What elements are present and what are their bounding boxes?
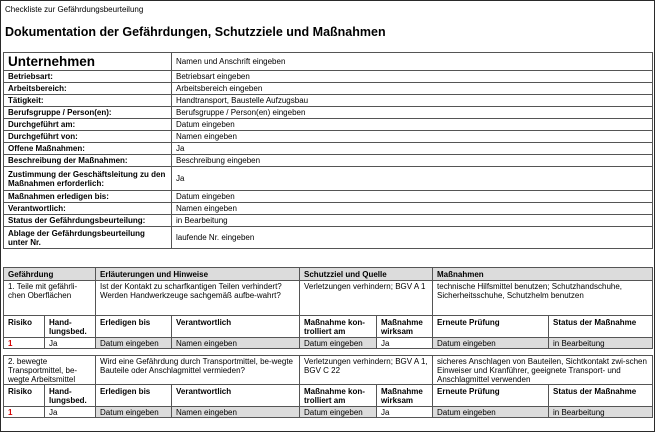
header-goal: Schutzziel und Quelle xyxy=(300,268,433,281)
risk-value[interactable]: 1 xyxy=(4,407,45,418)
header-hazard: Gefährdung xyxy=(4,268,96,281)
field-value[interactable]: Berufsgruppe / Person(en) eingeben xyxy=(172,107,653,119)
field-label: Arbeitsbereich: xyxy=(4,83,172,95)
header-notes: Erläuterungen und Hinweise xyxy=(96,268,300,281)
responsible-value[interactable]: Namen eingeben xyxy=(172,407,300,418)
measure-values-row xyxy=(4,338,653,349)
effective-value[interactable]: Ja xyxy=(377,338,433,349)
subheader-recheck: Erneute Prüfung xyxy=(433,385,549,407)
subheader-recheck: Erneute Prüfung xyxy=(433,316,549,338)
subheader-risk: Risiko xyxy=(4,316,45,338)
hazard-header-row xyxy=(4,268,653,281)
subheader-checked-on: Maßnahme kon-trolliert am xyxy=(300,385,377,407)
subheader-status: Status der Maßnahme xyxy=(549,385,653,407)
field-row xyxy=(4,167,653,191)
field-row xyxy=(4,83,653,95)
subheader-action-needed: Hand-lungsbed. xyxy=(45,385,96,407)
field-value[interactable]: Arbeitsbereich eingeben xyxy=(172,83,653,95)
field-label: Betriebsart: xyxy=(4,71,172,83)
header-measures: Maßnahmen xyxy=(433,268,653,281)
field-value[interactable]: Ja xyxy=(172,143,653,155)
action-needed-value[interactable]: Ja xyxy=(45,338,96,349)
field-value[interactable]: Betriebsart eingeben xyxy=(172,71,653,83)
status-value[interactable]: in Bearbeitung xyxy=(549,407,653,418)
field-value[interactable]: laufende Nr. eingeben xyxy=(172,227,653,249)
subheader-due-date: Erledigen bis xyxy=(96,385,172,407)
subheader-status: Status der Maßnahme xyxy=(549,316,653,338)
field-value[interactable]: Beschreibung eingeben xyxy=(172,155,653,167)
field-row xyxy=(4,107,653,119)
subheader-responsible: Verantwortlich xyxy=(172,316,300,338)
hazard-description: 2. bewegte Transportmittel, be-wegte Arbeitsmittel xyxy=(4,356,96,385)
company-row xyxy=(4,53,653,71)
hazard-row xyxy=(4,356,653,385)
measure-values-row xyxy=(4,407,653,418)
field-row xyxy=(4,203,653,215)
subheader-action-needed: Hand-lungsbed. xyxy=(45,316,96,338)
recheck-value[interactable]: Datum eingeben xyxy=(433,338,549,349)
field-row xyxy=(4,131,653,143)
field-row xyxy=(4,143,653,155)
action-needed-value[interactable]: Ja xyxy=(45,407,96,418)
measure-subheader-row xyxy=(4,385,653,407)
hazard-description: 1. Teile mit gefährli-chen Oberflächen xyxy=(4,281,96,316)
status-value[interactable]: in Bearbeitung xyxy=(549,338,653,349)
field-row xyxy=(4,95,653,107)
subheader-risk: Risiko xyxy=(4,385,45,407)
field-label: Offene Maßnahmen: xyxy=(4,143,172,155)
field-row xyxy=(4,227,653,249)
responsible-value[interactable]: Namen eingeben xyxy=(172,338,300,349)
row-spacer xyxy=(4,349,653,356)
field-label: Tätigkeit: xyxy=(4,95,172,107)
company-value[interactable]: Namen und Anschrift eingeben xyxy=(172,53,653,71)
document-title: Dokumentation der Gefährdungen, Schutzziele und Maßnahmen xyxy=(5,25,386,39)
field-label: Berufsgruppe / Person(en): xyxy=(4,107,172,119)
subheader-effective: Maßnahme wirksam xyxy=(377,385,433,407)
field-label: Beschreibung der Maßnahmen: xyxy=(4,155,172,167)
hazard-row xyxy=(4,281,653,316)
field-row xyxy=(4,155,653,167)
field-value[interactable]: Namen eingeben xyxy=(172,203,653,215)
subheader-responsible: Verantwortlich xyxy=(172,385,300,407)
subheader-checked-on: Maßnahme kon-trolliert am xyxy=(300,316,377,338)
subheader-due-date: Erledigen bis xyxy=(96,316,172,338)
field-value[interactable]: Datum eingeben xyxy=(172,119,653,131)
checklist-title: Checkliste zur Gefährdungsbeurteilung xyxy=(5,5,144,14)
field-label: Ablage der Gefährdungsbeurteilung unter Nr. xyxy=(4,227,172,249)
effective-value[interactable]: Ja xyxy=(377,407,433,418)
field-value[interactable]: Handtransport, Baustelle Aufzugsbau xyxy=(172,95,653,107)
field-label: Status der Gefährdungsbeurteilung: xyxy=(4,215,172,227)
hazard-goal: Verletzungen verhindern; BGV A 1, BGV C 22 xyxy=(300,356,433,385)
checked-on-value[interactable]: Datum eingeben xyxy=(300,407,377,418)
hazard-notes: Ist der Kontakt zu scharfkantigen Teilen verhindert? Werden Handwerkzeuge sachgemäß aufbe-wahrt? xyxy=(96,281,300,316)
recheck-value[interactable]: Datum eingeben xyxy=(433,407,549,418)
field-label: Durchgeführt von: xyxy=(4,131,172,143)
hazard-notes: Wird eine Gefährdung durch Transportmittel, be-wegte Bauteile oder Anschlagmittel vermieden? xyxy=(96,356,300,385)
subheader-effective: Maßnahme wirksam xyxy=(377,316,433,338)
due-date-value[interactable]: Datum eingeben xyxy=(96,407,172,418)
field-row xyxy=(4,119,653,131)
measure-subheader-row xyxy=(4,316,653,338)
hazard-table xyxy=(3,267,653,418)
field-label: Durchgeführt am: xyxy=(4,119,172,131)
field-row xyxy=(4,215,653,227)
due-date-value[interactable]: Datum eingeben xyxy=(96,338,172,349)
field-value[interactable]: Ja xyxy=(172,167,653,191)
company-label: Unternehmen xyxy=(4,53,172,71)
risk-value[interactable]: 1 xyxy=(4,338,45,349)
hazard-measures: technische Hilfsmittel benutzen; Schutzhandschuhe, Sicherheitsschuhe, Schutzhelm benutzen xyxy=(433,281,653,316)
field-label: Zustimmung der Geschäftsleitung zu den Maßnahmen erforderlich: xyxy=(4,167,172,191)
hazard-goal: Verletzungen verhindern; BGV A 1 xyxy=(300,281,433,316)
field-value[interactable]: Datum eingeben xyxy=(172,191,653,203)
field-value[interactable]: Namen eingeben xyxy=(172,131,653,143)
company-info-table xyxy=(3,52,653,249)
field-row xyxy=(4,191,653,203)
field-label: Verantwortlich: xyxy=(4,203,172,215)
field-label: Maßnahmen erledigen bis: xyxy=(4,191,172,203)
checked-on-value[interactable]: Datum eingeben xyxy=(300,338,377,349)
hazard-measures: sicheres Anschlagen von Bauteilen, Sichtkontakt zwi-schen Einweiser und Kranführer, geeignete Transport- und Anschlagmittel verwenden xyxy=(433,356,653,385)
field-value[interactable]: in Bearbeitung xyxy=(172,215,653,227)
field-row xyxy=(4,71,653,83)
